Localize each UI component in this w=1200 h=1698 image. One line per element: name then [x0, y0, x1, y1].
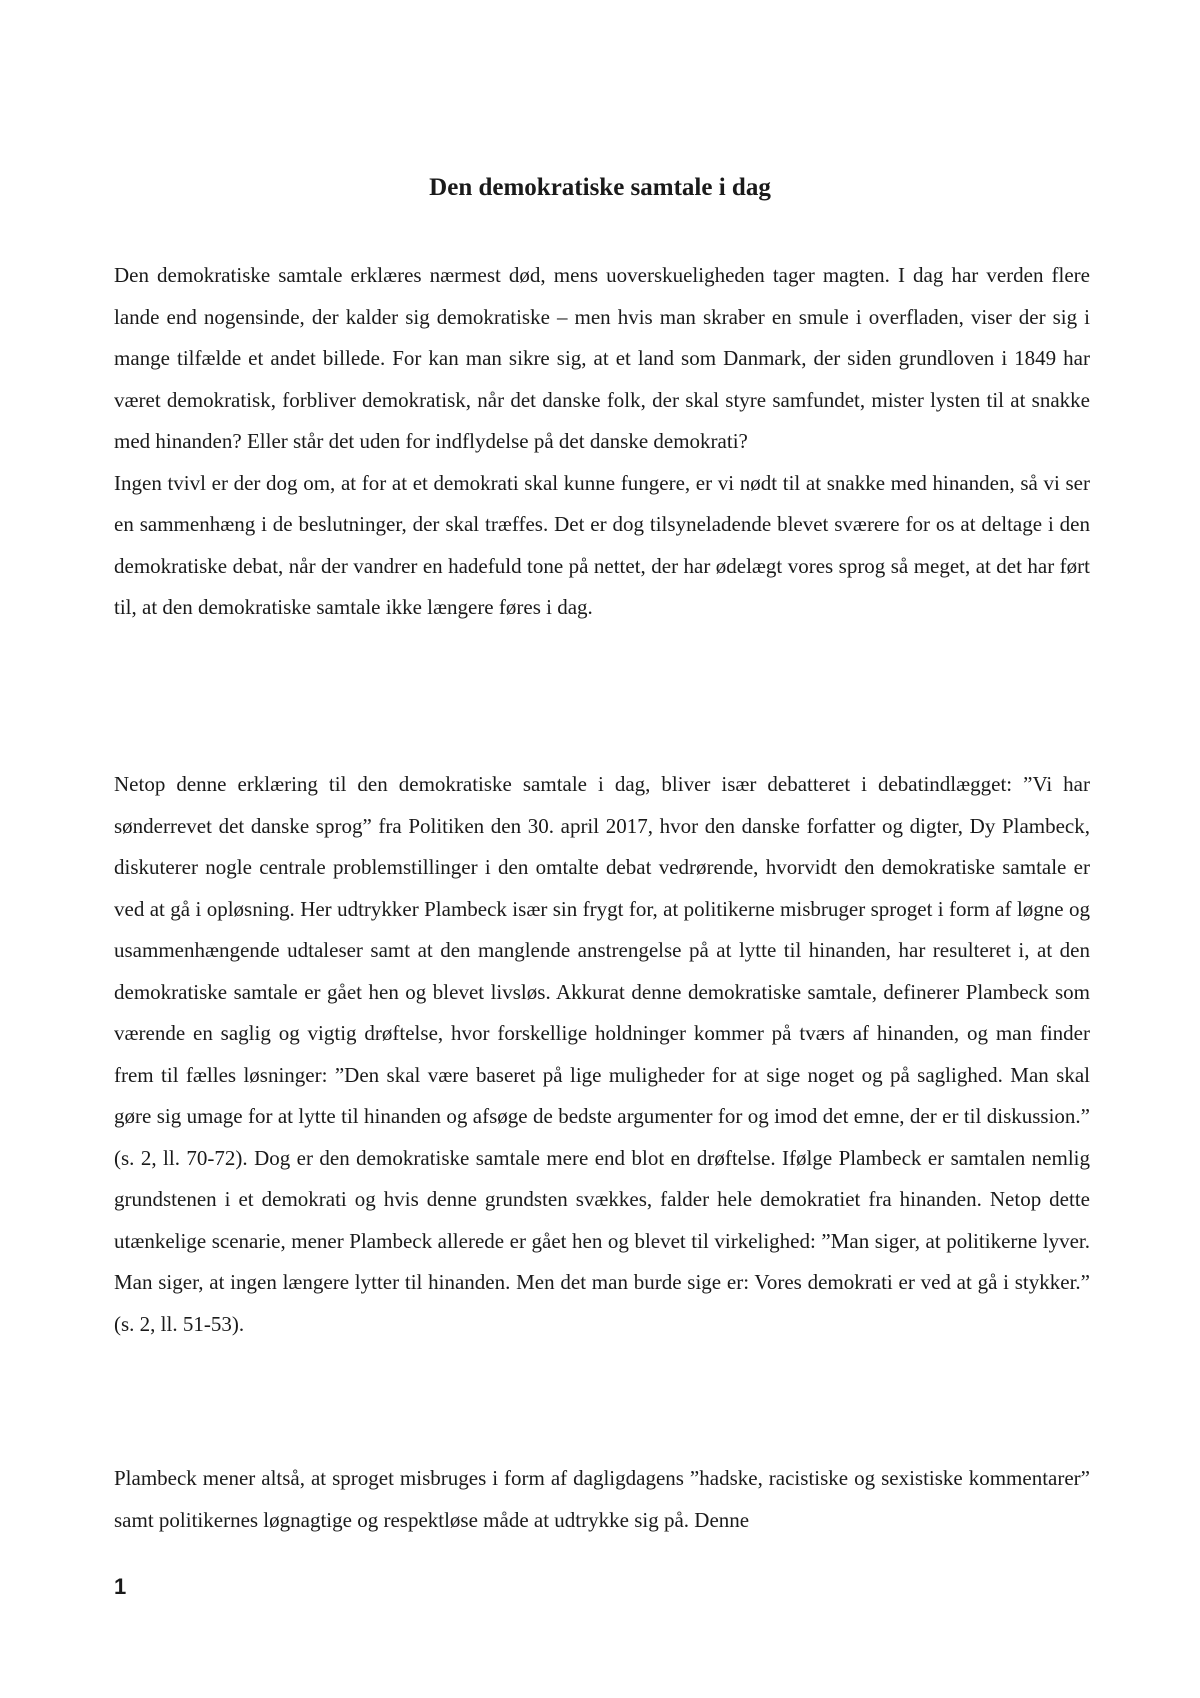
analysis-section: [114, 764, 1090, 1345]
paragraph-plambeck-analysis: Netop denne erklæring til den demokratiske samtale i dag, bliver især debatteret i debatindlægget: ”Vi har sønderrevet det danske sprog” fra Politiken den 30. april 2017, hvor den danske forfatter og digter, Dy Plambeck, diskuterer nogle centrale problemstillinger i den omtalte debat vedrørende, hvorvidt den demokratiske samtale er ved at gå i opløsning. Her udtrykker Plambeck især sin frygt for, at politikerne misbruger sproget i form af løgne og usammenhængende udtaleser samt at den manglende anstrengelse på at lytte til hinanden, har resulteret i, at den demokratiske samtale er gået hen og blevet livsløs. Akkurat denne demokratiske samtale, definerer Plambeck som værende en saglig og vigtig drøftelse, hvor forskellige holdninger kommer på tværs af hinanden, og man finder frem til fælles løsninger: ”Den skal være baseret på lige muligheder for at sige noget og på saglighed. Man skal gøre sig umage for at lytte til hinanden og afsøge de bedste argumenter for og imod det emne, der er til diskussion.” (s. 2, ll. 70-72). Dog er den demokratiske samtale mere end blot en drøftelse. Ifølge Plambeck er samtalen nemlig grundstenen i et demokrati og hvis denne grundsten svækkes, falder hele demokratiet fra hinanden. Netop dette utænkelige scenarie, mener Plambeck allerede er gået hen og blevet til virkelighed: ”Man siger, at politikerne lyver. Man siger, at ingen længere lytter til hinanden. Men det man burde sige er: Vores demokrati er ved at gå i stykker.” (s. 2, ll. 51-53).: [114, 772, 1090, 1336]
intro-section: [114, 255, 1090, 629]
page-number: 1: [114, 1574, 127, 1599]
continuation-section: [114, 1458, 1090, 1541]
paragraph-intro: Den demokratiske samtale erklæres nærmest død, mens uoverskueligheden tager magten. I dag har verden flere lande end nogensinde, der kalder sig demokratiske – men hvis man skraber en smule i overfladen, viser der sig i mange tilfælde et andet billede. For kan man sikre sig, at et land som Danmark, der siden grundloven i 1849 har været demokratisk, forbliver demokratisk, når det danske folk, der skal styre samfundet, mister lysten til at snakke med hinanden? Eller står det uden for indflydelse på det danske demokrati?: [114, 263, 1090, 453]
paragraph-language-misuse: Plambeck mener altså, at sproget misbruges i form af dagligdagens ”hadske, racistiske og sexistiske kommentarer” samt politikernes løgnagtige og respektløse måde at udtrykke sig på. Denne: [114, 1466, 1090, 1532]
document-title: Den demokratiske samtale i dag: [429, 174, 771, 201]
paragraph-debate-tone: Ingen tvivl er der dog om, at for at et demokrati skal kunne fungere, er vi nødt til at snakke med hinanden, så vi ser en sammenhæng i de beslutninger, der skal træffes. Det er dog tilsyneladende blevet sværere for os at deltage i den demokratiske debat, når der vandrer en hadefuld tone på nettet, der har ødelægt vores sprog så meget, at det har ført til, at den demokratiske samtale ikke længere føres i dag.: [114, 470, 1090, 619]
